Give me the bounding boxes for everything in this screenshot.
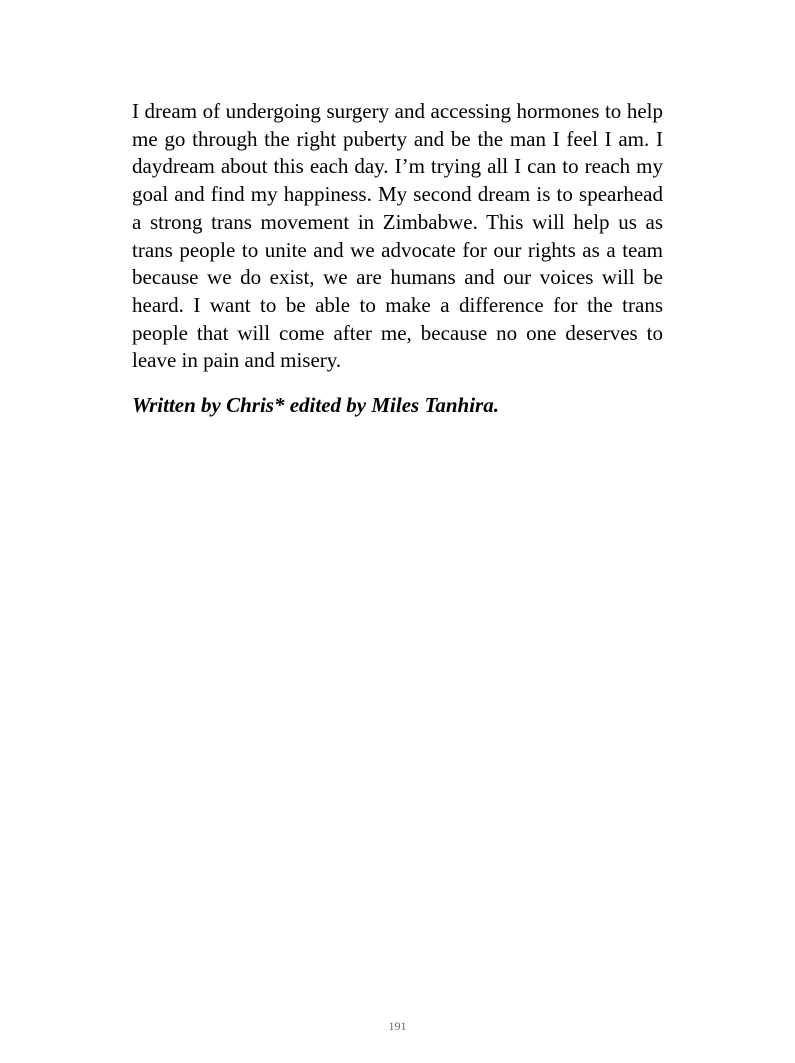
page-number: 191 — [388, 1019, 407, 1033]
author-byline: Written by Chris* edited by Miles Tanhira. — [132, 393, 499, 417]
body-paragraph: I dream of undergoing surgery and accessing hormones to help me go through the right puberty and be the man I feel I am. I daydream about this each day. I’m trying all I can to reach my goal and find my happiness. My second dream is to spearhead a strong trans movement in Zimbabwe. This will help us as trans people to unite and we advocate for our rights as a team because we do exist, we are humans and our voices will be heard. I want to be able to make a difference for the trans people that will come after me, because no one deserves to leave in pain and misery. — [132, 99, 663, 373]
